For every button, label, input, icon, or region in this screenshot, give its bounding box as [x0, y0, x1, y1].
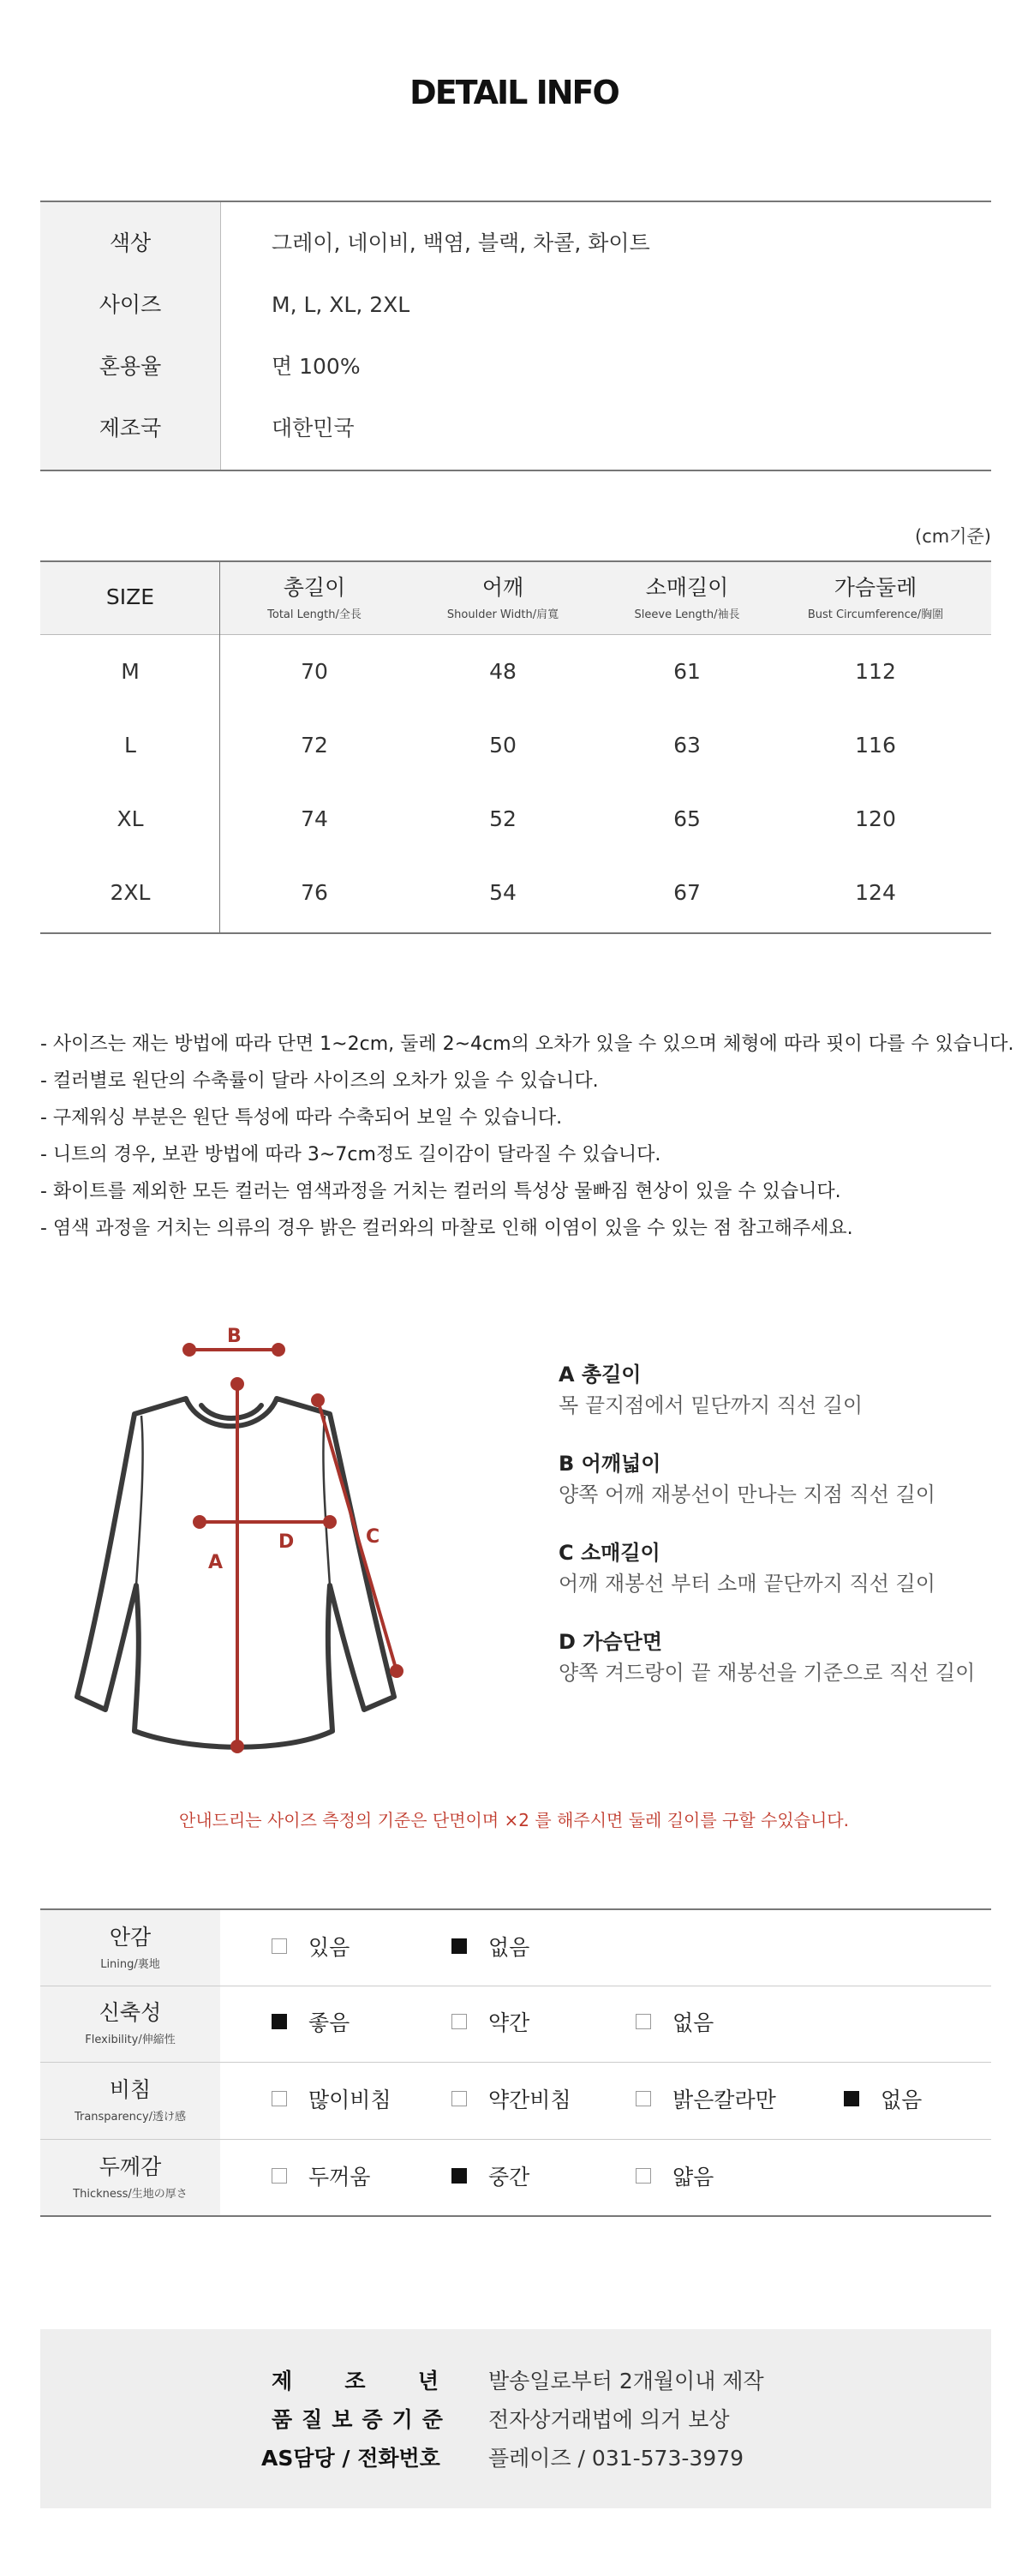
info-label: 혼용율 — [99, 354, 162, 379]
option-label: 얇음 — [672, 2165, 714, 2190]
column-header-ko: 총길이 — [283, 575, 346, 600]
column-header-sub: Bust Circumference/胸圍 — [807, 608, 944, 621]
note-line: - 컬러별로 원단의 수축률이 달라 사이즈의 오차가 있을 수 있습니다. — [40, 1070, 599, 1092]
option-item — [272, 2140, 370, 2215]
legend-head: D 가슴단면 — [559, 1630, 663, 1654]
option-item — [451, 1910, 529, 1986]
label-d: D — [278, 1531, 295, 1553]
option-label: 약간비침 — [488, 2088, 571, 2112]
size-header-label: SIZE — [105, 584, 155, 609]
fabric-row-thickness — [40, 2140, 991, 2215]
label-b: B — [227, 1326, 242, 1347]
column-header-shoulder — [409, 571, 597, 621]
info-value: 그레이, 네이비, 백염, 블랙, 차콜, 화이트 — [272, 231, 650, 255]
checkbox-icon — [636, 2014, 651, 2029]
fabric-label-ko: 비침 — [109, 2077, 152, 2102]
footer-value: 플레이즈 / 031-573-3979 — [488, 2446, 744, 2471]
page-title: DETAIL INFO — [409, 74, 619, 111]
option-item — [272, 1910, 350, 1986]
option-item — [272, 1986, 350, 2061]
fabric-label-sub: Lining/裏地 — [100, 1958, 160, 1971]
info-row-origin — [40, 398, 991, 459]
info-label: 색상 — [109, 231, 152, 255]
checkbox-icon — [451, 2091, 467, 2106]
fabric-label — [40, 2073, 220, 2124]
footer-value: 전자상거래법에 의거 보상 — [488, 2407, 730, 2432]
value-cell: 74 — [301, 806, 328, 831]
value-cell: 63 — [673, 733, 701, 758]
fabric-row-transparency — [40, 2063, 991, 2140]
fabric-label-ko: 안감 — [109, 1925, 152, 1950]
option-label: 없음 — [881, 2088, 923, 2112]
footer-key-char: 제 — [272, 2369, 293, 2393]
option-label: 밝은칼라만 — [672, 2088, 776, 2112]
option-label: 없음 — [672, 2010, 714, 2035]
legend-desc: 양쪽 겨드랑이 끝 재봉선을 기준으로 직선 길이 — [559, 1661, 976, 1685]
option-label: 없음 — [488, 1935, 530, 1960]
option-label: 두꺼움 — [308, 2165, 371, 2190]
size-cell: 2XL — [110, 880, 151, 905]
option-item — [636, 2063, 776, 2138]
column-header-ko: 가슴둘레 — [834, 575, 917, 600]
checkbox-icon — [451, 2014, 467, 2029]
note-line: - 사이즈는 재는 방법에 따라 단면 1~2cm, 둘레 2~4cm의 오차가 있을 수 있으며 체형에 따라 핏이 다를 수 있습니다. — [40, 1033, 1014, 1055]
footer-key: 품질보증기준 — [272, 2407, 452, 2432]
fabric-row-flexibility — [40, 1986, 991, 2063]
fabric-label-ko: 두께감 — [99, 2154, 162, 2179]
footer-row-warranty — [40, 2400, 991, 2439]
value-cell: 48 — [489, 659, 517, 684]
value-cell: 61 — [673, 659, 701, 684]
checkbox-checked-icon — [451, 2168, 467, 2184]
value-cell: 50 — [489, 733, 517, 758]
garment-measurement-diagram — [73, 1311, 518, 1757]
footer-key: AS담당 / 전화번호 — [261, 2446, 440, 2471]
checkbox-checked-icon — [844, 2091, 859, 2106]
option-item — [272, 2063, 391, 2138]
checkbox-icon — [272, 1938, 287, 1954]
value-cell: 70 — [301, 659, 328, 684]
checkbox-checked-icon — [451, 1938, 467, 1954]
column-header-ko: 어깨 — [481, 575, 524, 600]
column-header-sub: Total Length/全長 — [267, 608, 362, 621]
info-label: 사이즈 — [99, 292, 162, 317]
option-item — [636, 2140, 714, 2215]
value-cell: 65 — [673, 806, 701, 831]
unit-note: (cm기준) — [915, 526, 991, 547]
size-table — [40, 560, 991, 934]
value-cell: 120 — [855, 806, 896, 831]
value-cell: 76 — [301, 880, 328, 905]
value-cell: 67 — [673, 880, 701, 905]
checkbox-checked-icon — [272, 2014, 287, 2029]
value-cell: 112 — [855, 659, 896, 684]
note-line: - 염색 과정을 거치는 의류의 경우 밝은 컬러와의 마찰로 인해 이염이 있을 수 있는 점 참고해주세요. — [40, 1218, 853, 1239]
footer-key-char: 년 — [417, 2369, 439, 2393]
checkbox-icon — [272, 2091, 287, 2106]
option-label: 약간 — [488, 2010, 530, 2035]
value-cell: 124 — [855, 880, 896, 905]
value-cell: 72 — [301, 733, 328, 758]
info-value: 대한민국 — [272, 416, 355, 440]
checkbox-icon — [272, 2168, 287, 2184]
note-line: - 구제워싱 부분은 원단 특성에 따라 수축되어 보일 수 있습니다. — [40, 1107, 563, 1129]
value-cell: 52 — [489, 806, 517, 831]
fabric-properties-table — [40, 1908, 991, 2217]
note-line: - 화이트를 제외한 모든 컬러는 염색과정을 거치는 컬러의 특성상 물빠짐 현상이 있을 수 있습니다. — [40, 1181, 841, 1202]
legend-desc: 어깨 재봉선 부터 소매 끝단까지 직선 길이 — [559, 1572, 935, 1596]
measurement-guide-note: 안내드리는 사이즈 측정의 기준은 단면이며 ×2 를 해주시면 둘레 길이를 구할 수있습니다. — [179, 1810, 849, 1830]
info-row-material — [40, 336, 991, 398]
fabric-label-sub: Thickness/生地の厚さ — [73, 2188, 188, 2201]
footer-row-manufacture — [40, 2362, 991, 2400]
value-cell: 116 — [855, 733, 896, 758]
legend-head: B 어깨넓이 — [559, 1452, 661, 1476]
legend-head: C 소매길이 — [559, 1541, 660, 1565]
option-item — [844, 2063, 922, 2138]
option-item — [451, 2063, 571, 2138]
info-value: M, L, XL, 2XL — [272, 292, 410, 317]
info-row-color — [40, 213, 991, 274]
option-label: 많이비침 — [308, 2088, 391, 2112]
footer-value: 발송일로부터 2개월이내 제작 — [488, 2369, 764, 2393]
legend-desc: 양쪽 어깨 재봉선이 만나는 지점 직선 길이 — [559, 1483, 935, 1507]
fabric-label-sub: Flexibility/伸縮性 — [85, 2034, 176, 2046]
option-item — [636, 1986, 714, 2061]
option-item — [451, 2140, 529, 2215]
label-a: A — [208, 1552, 224, 1573]
product-info-table — [40, 201, 991, 471]
fabric-label-ko: 신축성 — [99, 2000, 162, 2025]
column-header-bust — [777, 571, 974, 621]
legend-desc: 목 끝지점에서 밑단까지 직선 길이 — [559, 1393, 864, 1417]
fabric-label — [40, 1996, 220, 2046]
fabric-label — [40, 1920, 220, 1971]
fabric-label — [40, 2150, 220, 2201]
column-header-total-length — [220, 571, 409, 621]
size-cell: L — [124, 733, 136, 758]
column-header-sleeve — [597, 571, 777, 621]
option-label: 좋음 — [308, 2010, 350, 2035]
footer-row-as-contact — [40, 2439, 991, 2477]
measurement-legend — [559, 1359, 1004, 1716]
size-cell: M — [121, 659, 140, 684]
column-header-ko: 소매길이 — [645, 575, 729, 600]
checkbox-icon — [636, 2091, 651, 2106]
note-line: - 니트의 경우, 보관 방법에 따라 3~7cm정도 길이감이 달라질 수 있습니다. — [40, 1144, 661, 1165]
fabric-row-lining — [40, 1910, 991, 1986]
size-notes — [40, 1026, 1014, 1247]
option-label: 있음 — [308, 1935, 350, 1960]
option-label: 중간 — [488, 2165, 530, 2190]
info-row-size — [40, 274, 991, 336]
value-cell: 54 — [489, 880, 517, 905]
footer-key — [272, 2362, 439, 2400]
footer-key-char: 조 — [344, 2369, 366, 2393]
garment-seams — [136, 1416, 330, 1585]
legend-head: A 총길이 — [559, 1363, 642, 1387]
footer-info-box — [40, 2329, 991, 2508]
measure-labels — [208, 1326, 380, 1573]
column-header-sub: Sleeve Length/袖長 — [634, 608, 740, 621]
info-value: 면 100% — [272, 354, 361, 379]
info-label: 제조국 — [99, 416, 162, 440]
checkbox-icon — [636, 2168, 651, 2184]
fabric-label-sub: Transparency/透け感 — [74, 2111, 187, 2124]
column-header-sub: Shoulder Width/肩寬 — [446, 608, 559, 621]
label-c: C — [366, 1526, 380, 1548]
size-cell: XL — [117, 806, 144, 831]
option-item — [451, 1986, 529, 2061]
